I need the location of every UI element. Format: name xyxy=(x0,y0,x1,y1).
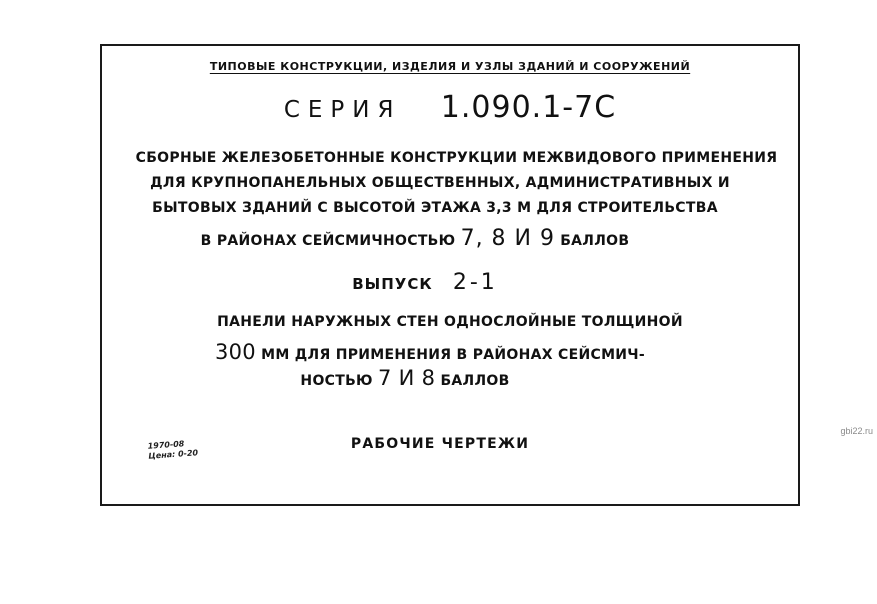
issue-label: ВЫПУСК xyxy=(352,275,433,293)
stamp-line-1: 1970-08 xyxy=(147,439,185,451)
description-line-1: СБОРНЫЕ ЖЕЛЕЗОБЕТОННЫЕ КОНСТРУКЦИИ МЕЖВИДОВОГО ПРИМЕНЕНИЯ xyxy=(135,150,778,166)
stamp-line-2: Цена: 0-20 xyxy=(148,448,199,461)
panel-line-2 xyxy=(0,340,860,364)
description-line-4-unit: БАЛЛОВ xyxy=(560,233,630,249)
working-drawings-label: РАБОЧИЕ ЧЕРТЕЖИ xyxy=(350,436,530,452)
seismic-values: 7, 8 И 9 xyxy=(460,226,555,251)
description-line-3: БЫТОВЫХ ЗДАНИЙ С ВЫСОТОЙ ЭТАЖА 3,3 М ДЛЯ СТРОИТЕЛЬСТВА xyxy=(152,200,718,216)
document-header: ТИПОВЫЕ КОНСТРУКЦИИ, ИЗДЕЛИЯ И УЗЛЫ ЗДАНИЙ И СООРУЖЕНИЙ xyxy=(209,60,691,73)
panel-line-1: ПАНЕЛИ НАРУЖНЫХ СТЕН ОДНОСЛОЙНЫЕ ТОЛЩИНОЙ xyxy=(217,314,683,330)
series-code: 1.090.1-7С xyxy=(440,90,617,125)
description-line-2: ДЛЯ КРУПНОПАНЕЛЬНЫХ ОБЩЕСТВЕННЫХ, АДМИНИСТРАТИВНЫХ И xyxy=(150,175,730,191)
panel-line-3-unit: БАЛЛОВ xyxy=(440,373,510,389)
price-stamp xyxy=(147,438,198,461)
panel-line-3-text: НОСТЬЮ xyxy=(300,373,373,389)
issue-number: 2-1 xyxy=(452,270,498,295)
panel-seismic-values: 7 И 8 xyxy=(377,366,436,390)
description-line-4 xyxy=(0,226,830,251)
panel-line-3 xyxy=(0,366,810,390)
panel-line-2-text: ММ ДЛЯ ПРИМЕНЕНИЯ В РАЙОНАХ СЕЙСМИЧ- xyxy=(261,347,646,363)
series-word: СЕРИЯ xyxy=(283,97,402,123)
watermark-text: gbi22.ru xyxy=(840,426,873,436)
series-title xyxy=(0,90,877,125)
description-line-4-text: В РАЙОНАХ СЕЙСМИЧНОСТЬЮ xyxy=(200,233,456,249)
panel-thickness: 300 xyxy=(214,340,256,364)
issue-title xyxy=(0,270,850,295)
